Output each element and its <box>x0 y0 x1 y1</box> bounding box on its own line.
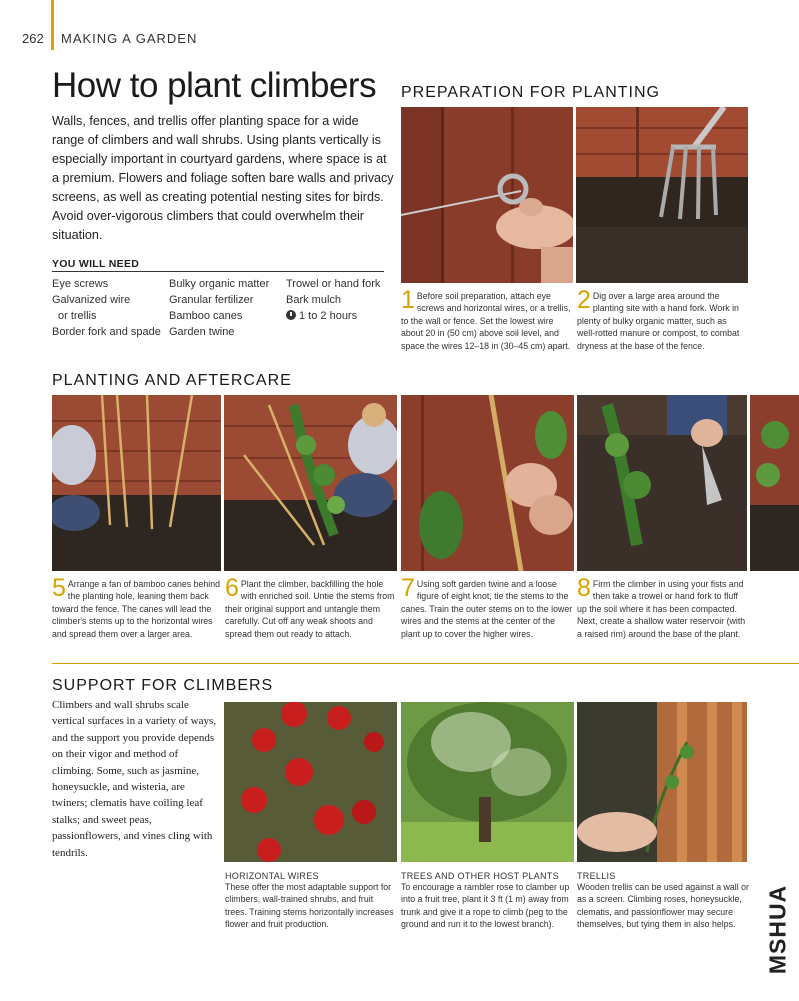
step-number: 8 <box>577 574 591 602</box>
need-item: Garden twine <box>169 326 235 338</box>
caption-heading: TREES AND OTHER HOST PLANTS <box>401 871 559 881</box>
step-number: 1 <box>401 286 415 314</box>
support-item-trees <box>401 871 573 931</box>
photo-step-8-firm <box>577 395 747 571</box>
need-item: Border fork and spade <box>52 326 161 338</box>
section-title: MAKING A GARDEN <box>61 31 198 46</box>
step-number: 2 <box>577 286 591 314</box>
support-item-trellis <box>577 871 749 931</box>
photo-horizontal-wires-roses <box>224 702 397 862</box>
support-item-horizontal-wires <box>225 871 395 931</box>
you-will-need-col3 <box>286 276 380 324</box>
photo-trellis <box>577 702 747 862</box>
planting-heading: PLANTING AND AFTERCARE <box>52 372 292 389</box>
step-number: 5 <box>52 574 66 602</box>
caption-heading: HORIZONTAL WIRES <box>225 871 319 881</box>
planting-step-7: 7 Using soft garden twine and a loose figure of eight knot, tie the stems to the canes. Train the outer stems on to the lower wires and the stems at the center of the plant up to cover the higher wires. <box>401 574 573 639</box>
intro-paragraph: Walls, fences, and trellis offer planting space for a wide range of climbers and wall shrubs. Using plants vertically is especially important in courtyard gardens, where space is at a premium. Flowers and foliage soften bare walls and privacy screens, as well as creating potential nesting sites for birds. Avoid over-vigorous climbers that could overwhelm their situation. <box>52 114 394 242</box>
need-item: Granular fertilizer <box>169 294 254 306</box>
planting-step-5: 5 Arrange a fan of bamboo canes behind the planting hole, leaning them back toward the fence. The canes will lead the climber's stems up to the horizontal wires and spread them over a larger area. <box>52 574 221 639</box>
page-number: 262 <box>22 31 44 46</box>
photo-step-5-canes <box>52 395 221 571</box>
step-number: 6 <box>225 574 239 602</box>
watermark-text: MSHUA <box>764 884 791 975</box>
photo-step-partial <box>750 395 799 571</box>
support-heading: SUPPORT FOR CLIMBERS <box>52 677 274 694</box>
preparation-step-2: 2 Dig over a large area around the planting site with a hand fork. Work in plenty of bulky organic matter, such as well-rotted manure or compost, to combat dryness at the base of the fence. <box>577 286 740 351</box>
need-item: Trowel or hand fork <box>286 278 381 290</box>
photo-step-1-eye-screw <box>401 107 573 283</box>
step-number: 7 <box>401 574 415 602</box>
caption-text: To encourage a rambler rose to clamber up into a fruit tree, plant it 3 ft (1 m) away from trunk and give it a rope to climb (peg to the ground and run it to the lowest branch). <box>401 882 570 930</box>
preparation-step-1: 1 Before soil preparation, attach eye screws and horizontal wires, or a trellis, to the wall or fence. Set the lowest wire about 20 in (50 cm) above soil level, and space the wires 12–18 in (30–45 cm) apart. <box>401 286 571 351</box>
photo-trees-host-plants <box>401 702 574 862</box>
page-title: How to plant climbers <box>52 66 377 105</box>
need-item: Bamboo canes <box>169 310 243 322</box>
photo-step-6-plant <box>224 395 397 571</box>
caption-text: Wooden trellis can be used against a wall or as a screen. Climbing roses, honeysuckle, clematis, and passionflower may secure themselves, but tying them in also helps. <box>577 882 749 930</box>
you-will-need-col2 <box>169 276 269 340</box>
caption-text: These offer the most adaptable support for climbers, wall-trained shrubs, and fruit trees. Training stems horizontally increases flower and fruit production. <box>225 882 394 930</box>
watermark-logo <box>762 882 794 986</box>
you-will-need-col1 <box>52 276 161 340</box>
need-item-time: 1 to 2 hours <box>286 308 380 324</box>
photo-step-7-tie <box>401 395 574 571</box>
you-will-need-heading: YOU WILL NEED <box>52 258 384 272</box>
need-item: Eye screws <box>52 278 109 290</box>
preparation-heading: PREPARATION FOR PLANTING <box>401 84 660 101</box>
section-divider <box>52 663 799 664</box>
need-item: Bulky organic matter <box>169 278 270 290</box>
clock-icon <box>286 310 296 320</box>
photo-step-2-fork <box>576 107 748 283</box>
planting-step-6: 6 Plant the climber, backfilling the hole with enriched soil. Untie the stems from their original support and untangle them carefully. Cut off any weak shoots and spread them out ready to attach. <box>225 574 395 639</box>
need-item: Bark mulch <box>286 294 342 306</box>
caption-heading: TRELLIS <box>577 871 616 881</box>
need-item: Galvanized wire <box>52 294 131 306</box>
planting-step-8: 8 Firm the climber in using your fists and then take a trowel or hand fork to fluff up the soil where it has been compacted. Next, create a shallow water reservoir (with a raised rim) around the base of the plant. <box>577 574 746 639</box>
support-paragraph: Climbers and wall shrubs scale vertical surfaces in a variety of ways, and the support you provide depends on their vigor and method of climbing. Some, such as jasmine, honeysuckle, and wisteria, are twiners; clematis have coiling leaf stalks; and sweet peas, passionflowers, and vines cling with tendrils. <box>52 699 217 859</box>
header-divider <box>51 0 54 50</box>
need-item: or trellis <box>58 310 97 322</box>
